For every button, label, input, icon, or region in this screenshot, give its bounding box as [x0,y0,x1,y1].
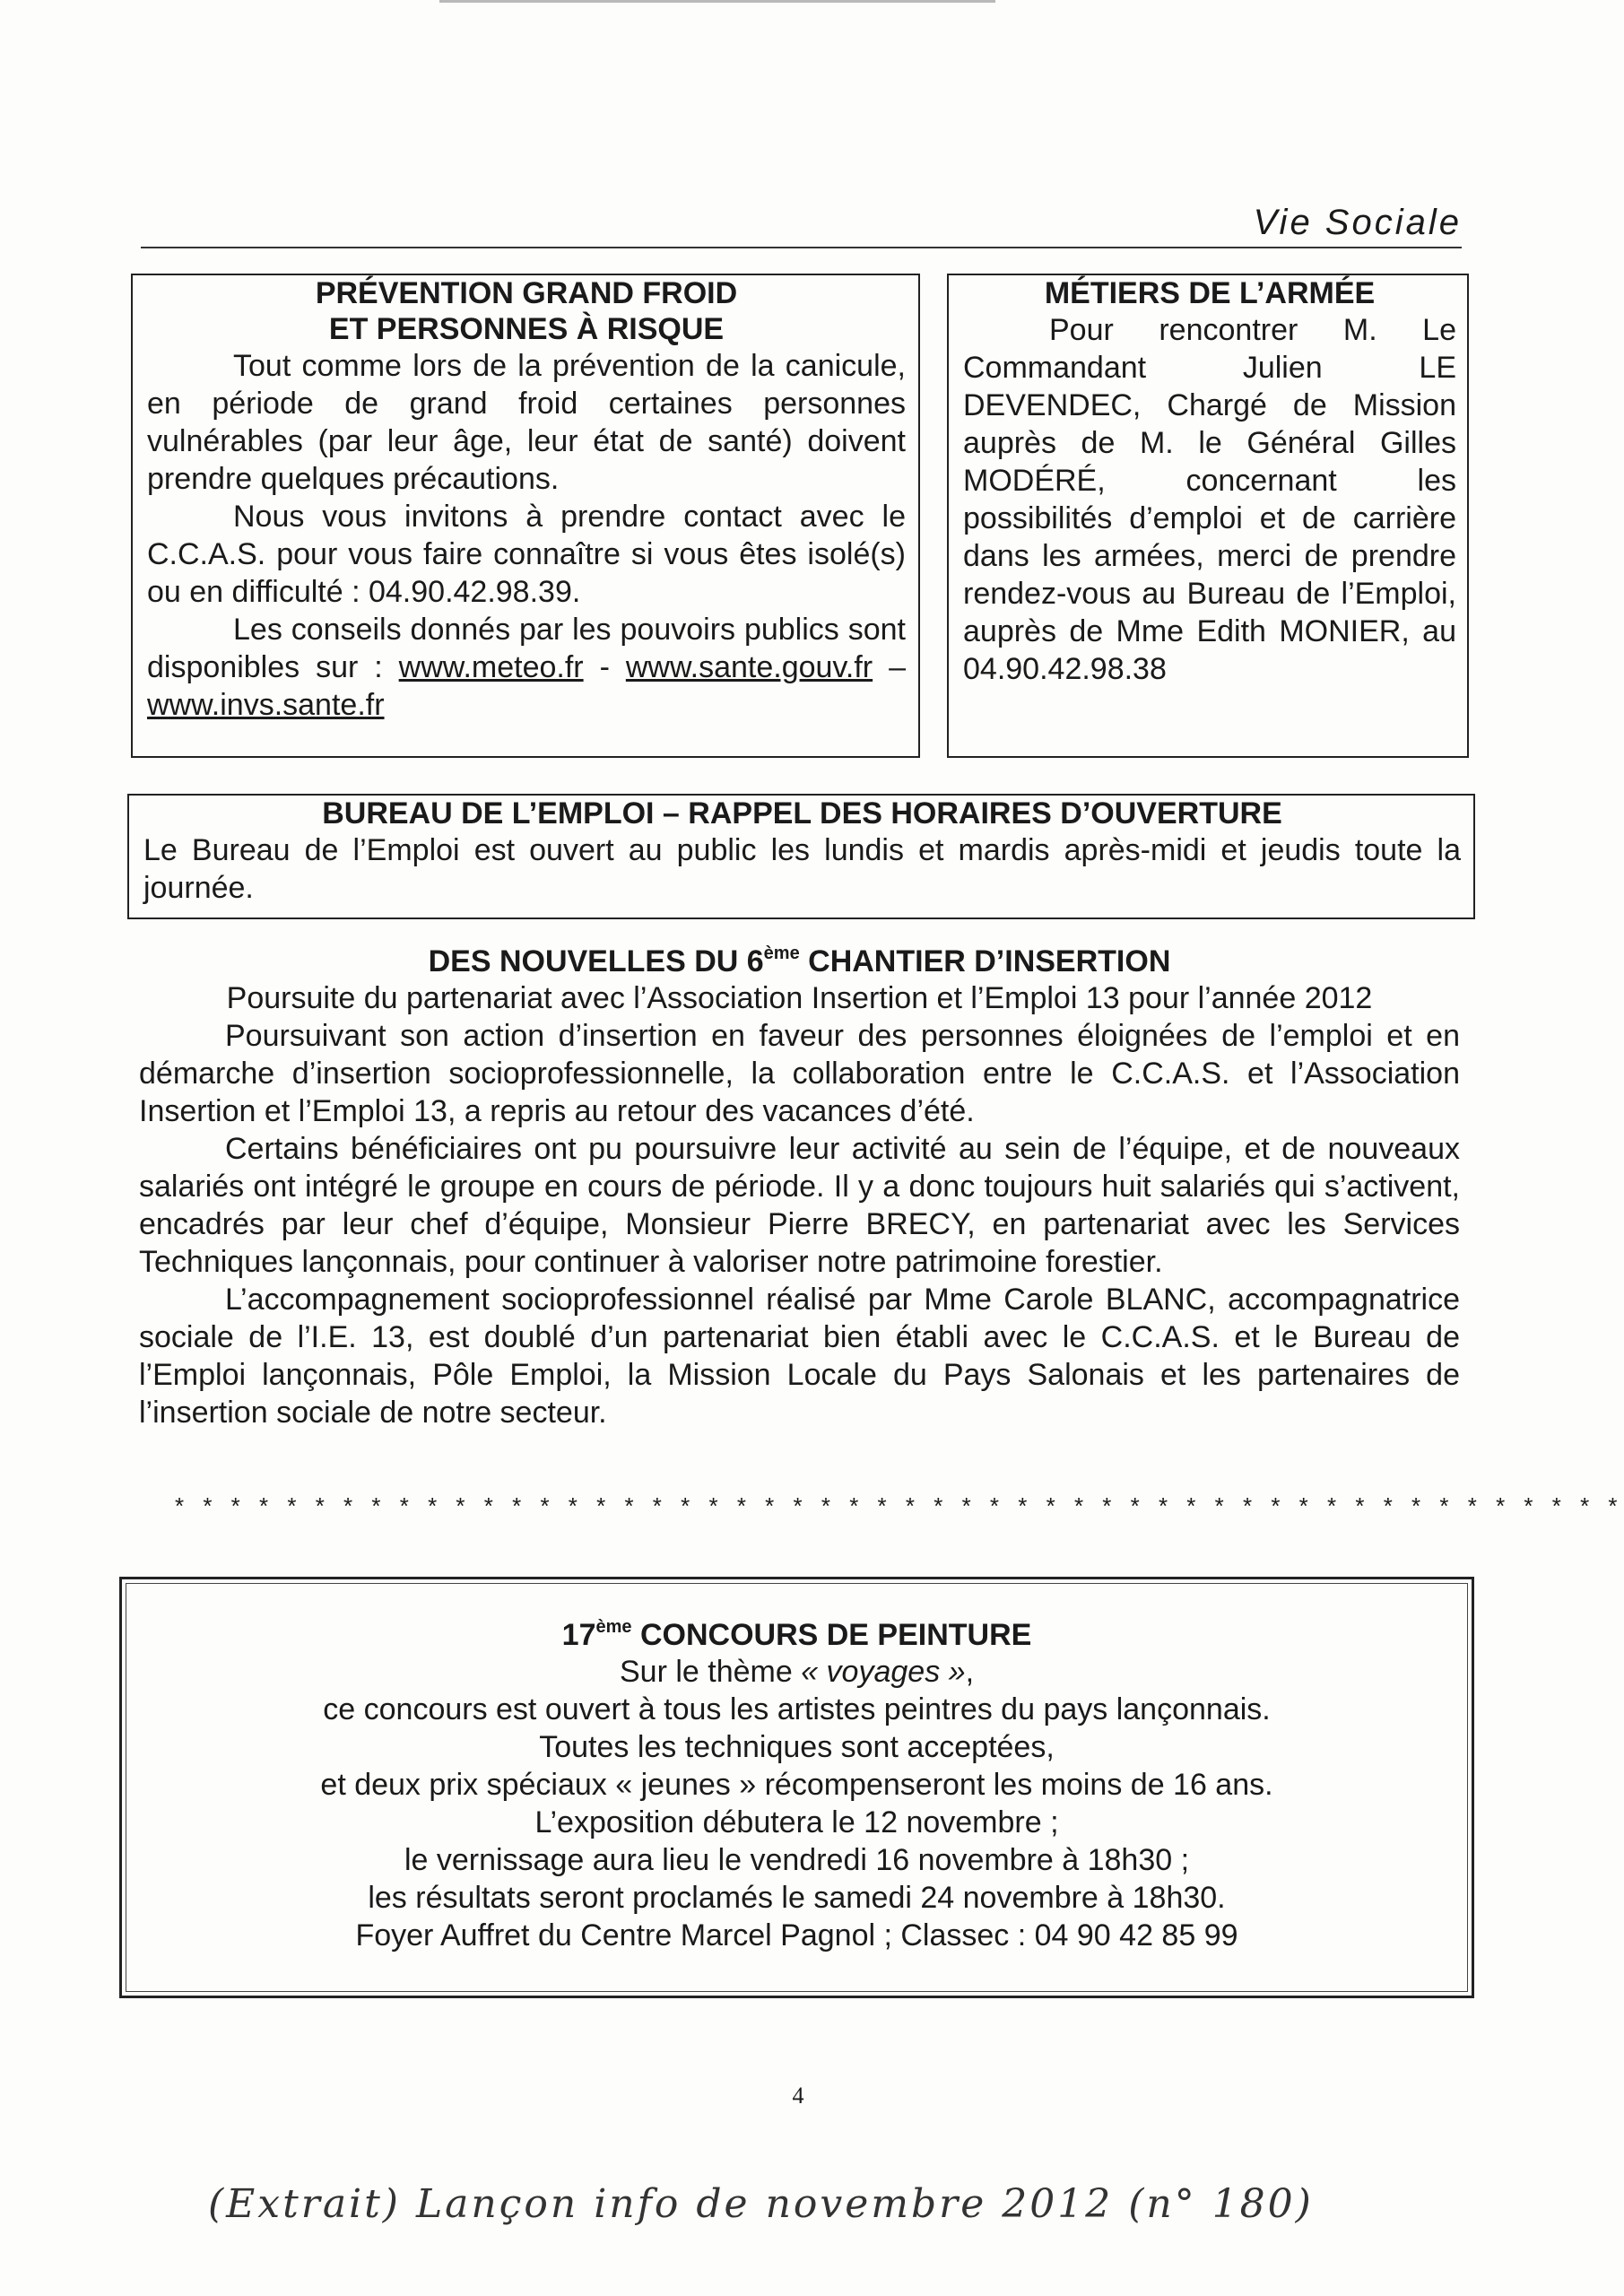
prevention-paragraph-2: Nous vous invitons à prendre contact avec le C.C.A.S. pour vous faire connaître si vous êtes isolé(s) ou en difficulté : 04.90.42.98.39. [147,500,906,609]
concours-theme-part: Sur le thème [619,1655,802,1689]
chantier-subtitle: Poursuite du partenariat avec l’Association Insertion et l’Emploi 13 pour l’année 2012 [226,981,1373,1015]
concours-box [119,1577,1474,1998]
concours-theme [122,1653,1472,1691]
chantier-title-part: CHANTIER D’INSERTION [799,944,1171,978]
armee-title: MÉTIERS DE L’ARMÉE [1044,276,1376,310]
concours-line: Toutes les techniques sont acceptées, [539,1730,1055,1764]
concours-line: ce concours est ouvert à tous les artistes peintres du pays lançonnais. [323,1692,1271,1726]
chantier-paragraph-2: Certains bénéficiaires ont pu poursuivre leur activité au sein de l’équipe, et de nouveaux salariés ont intégré le groupe en cours de période. Il y a donc toujours huit salariés qui s’activent, encadrés par leur chef d’équipe, Monsieur Pierre BRECY, en partenariat avec les Services Techniques lançonnais, pour continuer à valoriser notre patrimoine forestier. [139,1132,1460,1279]
prevention-title-1: PRÉVENTION GRAND FROID [315,276,738,310]
link-invs-sante[interactable]: www.invs.sante.fr [147,688,385,722]
concours-line: L’exposition débutera le 12 novembre ; [534,1805,1059,1839]
handwritten-source-note: (Extrait) Lançon info de novembre 2012 (n° 180) [208,2181,1314,2227]
chantier-paragraph-3: L’accompagnement socioprofessionnel réalisé par Mme Carole BLANC, accompagnatrice sociale de l’I.E. 13, est doublé d’un partenariat bien établi avec le C.C.A.S. et le Bureau de l’Emploi lançonnais, Pôle Emploi, la Mission Locale du Pays Salonais et les partenaires de l’insertion sociale de notre secteur. [139,1283,1460,1430]
link-meteo[interactable]: www.meteo.fr [398,650,584,684]
concours-title-part: 17 [561,1618,596,1652]
page-number: 4 [792,2083,804,2109]
bureau-box [127,794,1475,919]
concours-theme-part: , [965,1655,975,1689]
chantier-article [139,944,1460,1431]
concours-title [122,1617,1472,1653]
chantier-title-part: DES NOUVELLES DU 6 [428,944,764,978]
section-rule [141,247,1462,248]
concours-theme-italic: « voyages » [801,1655,966,1689]
star-separator: * * * * * * * * * * * * * * * * * * * * * * * * * * * * * * * * * * * * * * * * * * * * * * * * * * * * [175,1492,1624,1519]
prevention-links-intro: Les conseils donnés par les pouvoirs publics sont disponibles sur : [147,613,906,684]
link-sante-gouv[interactable]: www.sante.gouv.fr [625,650,873,684]
prevention-paragraph-1: Tout comme lors de la prévention de la canicule, en période de grand froid certaines personnes vulnérables (par leur âge, leur état de santé) doivent prendre quelques précautions. [147,349,906,496]
concours-content [122,1617,1472,1954]
top-edge-rule [439,0,995,3]
armee-text: Pour rencontrer M. Le Commandant Julien LE DEVENDEC, Chargé de Mission auprès de M. le Général Gilles MODÉRÉ, concernant les possibilités d’emploi et de carrière dans les armées, merci de prendre rendez-vous au Bureau de l’Emploi, auprès de Mme Edith MONIER, au 04.90.42.98.38 [963,313,1456,686]
section-title: Vie Sociale [1253,203,1462,242]
concours-title-sup: ème [595,1617,632,1637]
link-separator-2: – [889,650,906,684]
chantier-title [139,944,1460,979]
prevention-title-2: ET PERSONNES À RISQUE [328,312,725,346]
bureau-text: Le Bureau de l’Emploi est ouvert au public les lundis et mardis après-midi et jeudis toute la journée. [143,833,1461,905]
concours-line: le vernissage aura lieu le vendredi 16 novembre à 18h30 ; [404,1843,1190,1877]
concours-line: les résultats seront proclamés le samedi 24 novembre à 18h30. [368,1881,1226,1915]
concours-line: et deux prix spéciaux « jeunes » récompenseront les moins de 16 ans. [320,1768,1273,1802]
concours-title-part: CONCOURS DE PEINTURE [631,1618,1032,1652]
armee-box [947,274,1469,758]
bureau-title: BUREAU DE L’EMPLOI – RAPPEL DES HORAIRES D’OUVERTURE [322,796,1282,831]
prevention-box [131,274,920,758]
link-separator-1: - [599,650,610,684]
concours-line: Foyer Auffret du Centre Marcel Pagnol ; Classec : 04 90 42 85 99 [355,1918,1238,1952]
chantier-paragraph-1: Poursuivant son action d’insertion en faveur des personnes éloignées de l’emploi et en démarche d’insertion socioprofessionnelle, la collaboration entre le C.C.A.S. et l’Association Insertion et l’Emploi 13, a repris au retour des vacances d’été. [139,1019,1460,1128]
prevention-paragraph-3 [147,611,906,724]
chantier-title-sup: ème [763,944,800,963]
